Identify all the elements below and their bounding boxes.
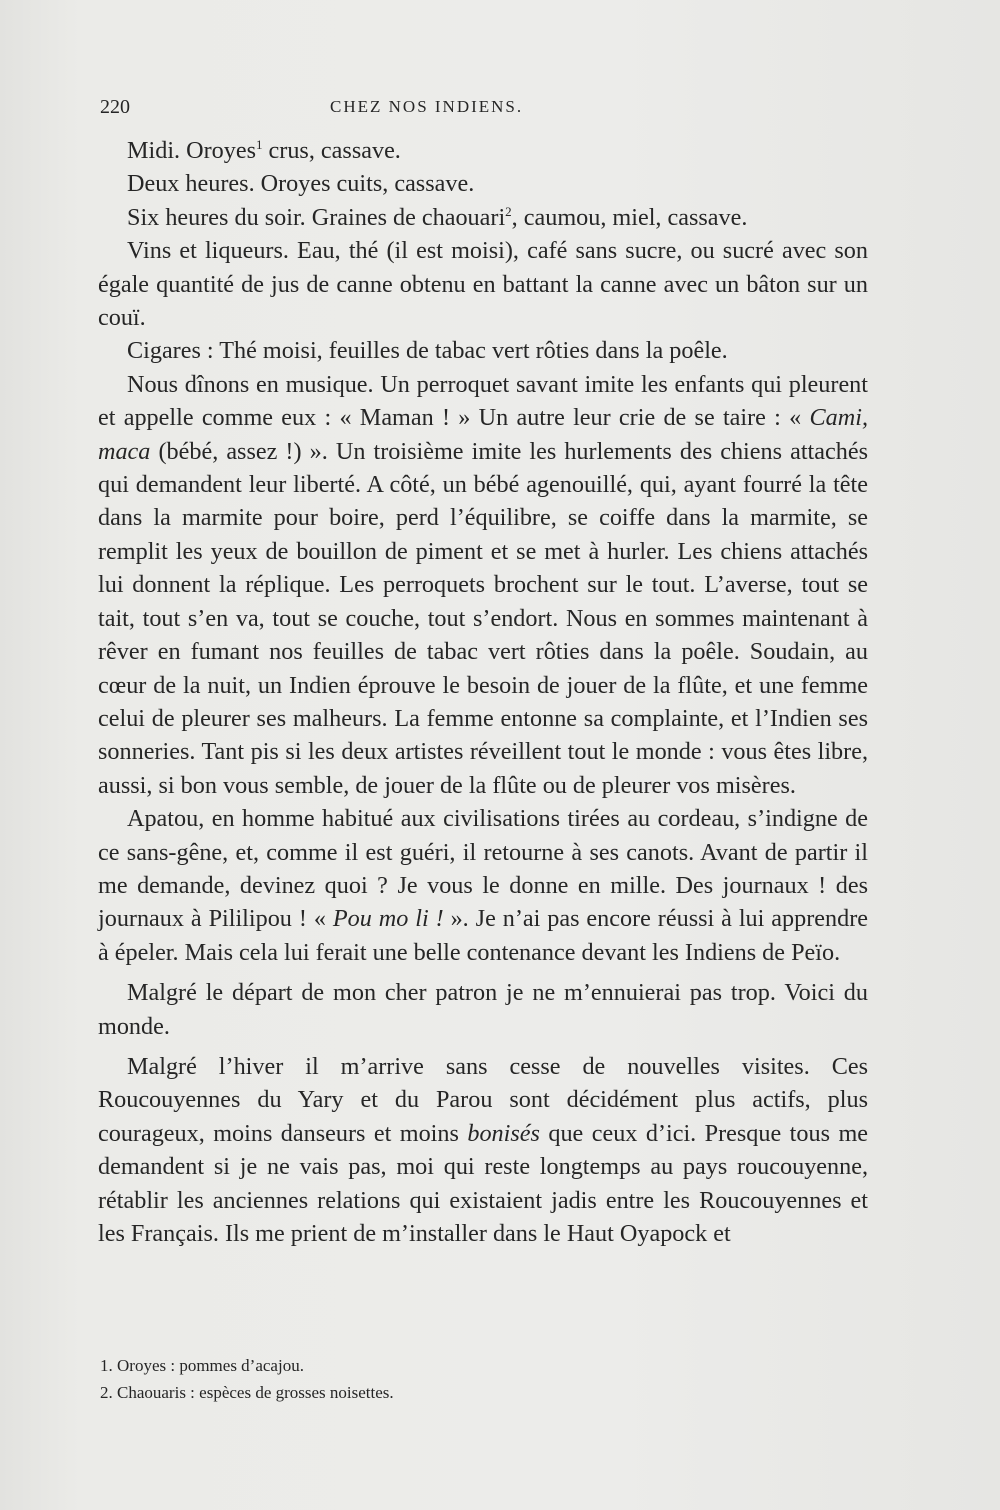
running-head xyxy=(100,96,866,124)
italic-text: Cami, maca xyxy=(98,404,868,465)
text-run: Malgré l’hiver il m’arrive sans cesse de nouvelles visites. Ces Roucouyennes du Yary et du Parou sont décidément plus actifs, plus courageux, moins danseurs et moins xyxy=(98,1052,868,1147)
paragraph xyxy=(98,1050,868,1250)
text-run: Cigares : Thé moisi, feuilles de tabac vert rôties dans la poêle. xyxy=(127,337,728,365)
footnote-marker: 1 xyxy=(256,136,263,152)
paragraph xyxy=(98,368,868,802)
footnote-marker: 2 xyxy=(505,203,512,219)
text-run: Deux heures. Oroyes cuits, cassave. xyxy=(127,170,475,198)
footnote-2: 2. Chaouaris : espèces de grosses noisettes. xyxy=(100,1383,394,1402)
italic-text: Pou mo li ! xyxy=(332,905,444,933)
text-run: Apatou, en homme habitué aux civilisations tirées au cordeau, s’indigne de ce sans-gêne, et, comme il est guéri, il retourne à ses canots. Avant de partir il me demande, devinez quoi ? Je vous le donne en mille. Des journaux ! des journaux à Pililipou ! « xyxy=(98,805,868,933)
body-text xyxy=(98,134,868,1250)
paragraph xyxy=(98,976,868,1043)
text-run: Midi. Oroyes xyxy=(127,137,256,164)
text-run: que ceux d’ici. Presque tous me demandent si je ne vais pas, moi qui reste longtemps au pays roucouyenne, rétablir les anciennes relations qui existaient jadis entre les Roucouyennes et les Français. Ils me prient de m’installer dans le Haut Oyapock et xyxy=(98,1119,868,1247)
running-title: CHEZ NOS INDIENS. xyxy=(330,97,524,116)
text-run: Nous dînons en musique. Un perroquet savant imite les enfants qui pleurent et appelle comme eux : « Maman ! » Un autre leur crie de se taire : « xyxy=(98,370,868,432)
text-run: , caumou, miel, cassave. xyxy=(511,203,748,231)
paragraph xyxy=(98,167,868,200)
paragraph xyxy=(98,802,868,969)
text-run: ». Je n’ai pas encore réussi à lui apprendre à épeler. Mais cela lui ferait une belle contenance devant les Indiens de Peïo. xyxy=(98,905,868,966)
text-run: Malgré le départ de mon cher patron je ne m’ennuierai pas trop. Voici du monde. xyxy=(98,979,868,1040)
text-run: (bébé, assez !) ». Un troisième imite les hurlements des chiens attachés qui demandent leur liberté. A côté, un bébé agenouillé, qui, ayant fourré la tête dans la marmite pour boire, perd l’équilibre, se coiffe dans la marmite, se remplit les yeux de bouillon de piment et se met à hurler. Les chiens attachés lui donnent la réplique. Les perroquets brochent sur le tout. L’averse, tout se tait, tout s’en va, tout se couche, tout s’endort. Nous en sommes maintenant à rêver en fumant nos feuilles de tabac vert rôties dans la poêle. Soudain, au cœur de la nuit, un Indien éprouve le besoin de jouer de la flûte, et une femme celui de pleurer ses malheurs. La femme entonne sa complainte, et l’Indien ses sonneries. Tant pis si les deux artistes réveillent tout le monde : vous êtes libre, aussi, si bon vous semble, de jouer de la flûte ou de pleurer vos misères. xyxy=(98,437,868,799)
paragraph xyxy=(98,201,868,234)
footnote-1: 1. Oroyes : pommes d’acajou. xyxy=(100,1356,304,1375)
paragraph xyxy=(98,234,868,334)
text-run: crus, cassave. xyxy=(262,137,401,164)
page-number: 220 xyxy=(100,96,130,118)
paragraph xyxy=(98,134,868,167)
paragraph xyxy=(98,334,868,367)
italic-text: bonisés xyxy=(467,1119,540,1147)
text-run: Six heures du soir. Graines de chaouari xyxy=(127,203,506,231)
text-run: Vins et liqueurs. Eau, thé (il est moisi), café sans sucre, ou sucré avec son égale quantité de jus de canne obtenu en battant la canne avec un bâton sur un couï. xyxy=(98,237,868,332)
footnotes xyxy=(100,1352,800,1406)
